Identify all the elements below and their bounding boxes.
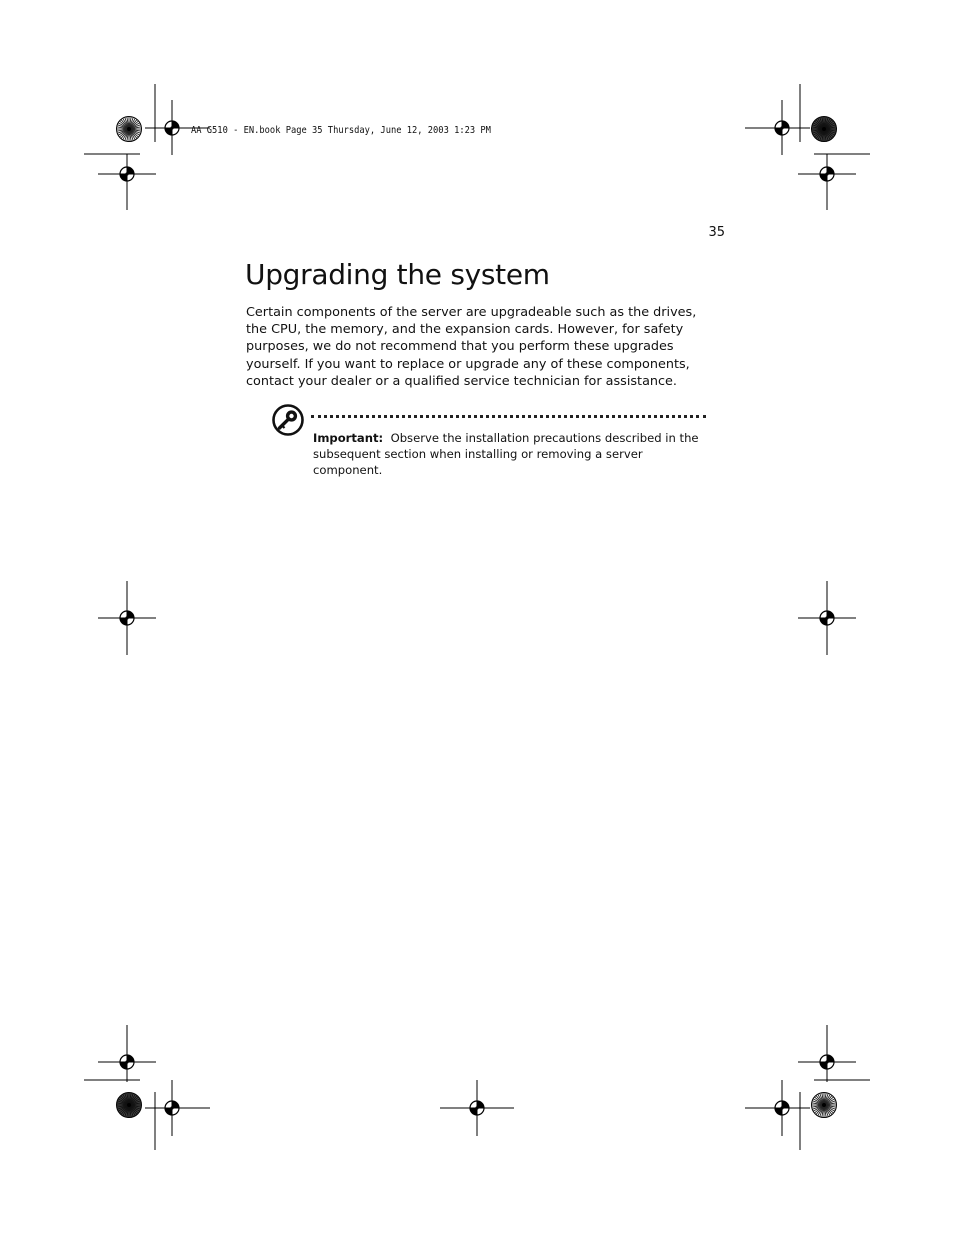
important-notice <box>313 431 708 478</box>
notice-text: Observe the installation precautions described in the subsequent section when installing or removing a server component. <box>313 431 699 477</box>
notice-divider <box>311 415 706 418</box>
section-body: Certain components of the server are upgradeable such as the drives, the CPU, the memory, and the expansion cards. However, for safety purposes, we do not recommend that you perform these upgrades yourself. If you want to replace or upgrade any of these components, contact your dealer or a qualified service technician for assistance. <box>246 305 697 389</box>
page-number: 35 <box>708 225 725 240</box>
notice-label: Important: <box>313 431 384 445</box>
color-target <box>117 117 142 142</box>
key-icon <box>271 403 305 437</box>
book-slug-line: AA G510 - EN.book Page 35 Thursday, June 12, 2003 1:23 PM <box>191 125 491 136</box>
color-target <box>812 117 837 142</box>
color-target <box>812 1093 837 1118</box>
color-target <box>117 1093 142 1118</box>
section-title: Upgrading the system <box>245 258 550 291</box>
